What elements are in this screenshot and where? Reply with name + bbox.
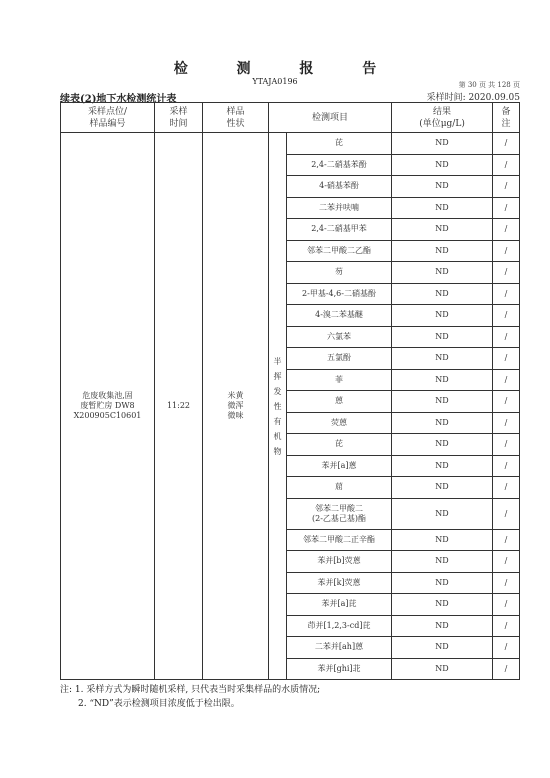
remark-cell: / xyxy=(493,615,520,637)
sample-trait-line2: 微浑 xyxy=(227,401,244,410)
result-cell: ND xyxy=(392,637,493,659)
test-item-cell: 4-硝基苯酚 xyxy=(287,176,392,198)
remark-cell: / xyxy=(493,498,520,529)
test-item-cell xyxy=(287,498,392,529)
sample-location-line2: 废暂贮房 DW8 xyxy=(80,401,135,410)
remark-cell: / xyxy=(493,369,520,391)
groundwater-results-table xyxy=(60,102,520,680)
result-cell: ND xyxy=(392,348,493,370)
sample-location-line1: 危废收集池,固 xyxy=(82,391,133,400)
remark-cell: / xyxy=(493,637,520,659)
test-item-cell: 2-甲基-4,6-二硝基酚 xyxy=(287,283,392,305)
remark-cell: / xyxy=(493,283,520,305)
sample-trait-cell xyxy=(203,133,269,680)
category-char: 挥 xyxy=(273,371,282,381)
col-header-remark-line2: 注 xyxy=(501,118,511,129)
header-row xyxy=(61,103,520,133)
table-row xyxy=(61,133,520,155)
remark-cell: / xyxy=(493,551,520,573)
test-item-cell: 邻苯二甲酸二乙酯 xyxy=(287,240,392,262)
remark-cell: / xyxy=(493,477,520,499)
sample-trait-line3: 微味 xyxy=(227,411,244,420)
category-char: 发 xyxy=(273,386,282,396)
col-header-trait-line1: 样品 xyxy=(226,106,245,117)
col-header-result xyxy=(392,103,493,133)
sample-trait-line1: 米黄 xyxy=(227,391,244,400)
col-header-time-line1: 采样 xyxy=(169,106,188,117)
footnotes xyxy=(60,683,320,711)
test-item-cell: 芘 xyxy=(287,133,392,155)
test-item-cell: 五氯酚 xyxy=(287,348,392,370)
category-cell xyxy=(269,133,287,680)
col-header-result-line1: 结果 xyxy=(433,106,452,117)
footnote-2: 2. “ND”表示检测项目浓度低于检出限。 xyxy=(78,699,240,709)
footnote-1: 注: 1. 采样方式为瞬时随机采样, 只代表当时采集样品的水质情况; xyxy=(60,685,321,695)
test-item-cell: 苯并[a]蒽 xyxy=(287,455,392,477)
test-item-cell: 芴 xyxy=(287,262,392,284)
result-cell: ND xyxy=(392,176,493,198)
table-title: 续表(2)地下水检测统计表 xyxy=(60,94,177,105)
result-cell: ND xyxy=(392,154,493,176)
test-item-cell: 茚并[1,2,3-cd]芘 xyxy=(287,615,392,637)
result-cell: ND xyxy=(392,594,493,616)
col-header-item: 检测项目 xyxy=(269,103,392,133)
remark-cell: / xyxy=(493,348,520,370)
test-item-cell: 苯并[a]芘 xyxy=(287,594,392,616)
sample-date: 采样时间: 2020.09.05 xyxy=(426,93,520,103)
test-item-cell: 苯并[ghi]苝 xyxy=(287,658,392,680)
test-item-cell: 4-溴二苯基醚 xyxy=(287,305,392,327)
remark-cell: / xyxy=(493,133,520,155)
result-cell: ND xyxy=(392,477,493,499)
page-number: 第 30 页 共 128 页 xyxy=(458,81,520,89)
remark-cell: / xyxy=(493,391,520,413)
col-header-result-line2: (单位μg/L) xyxy=(419,118,465,129)
result-cell: ND xyxy=(392,498,493,529)
remark-cell: / xyxy=(493,219,520,241)
result-cell: ND xyxy=(392,305,493,327)
test-item-line2: (2-乙基己基)酯 xyxy=(311,513,367,523)
test-item-cell: 苯并[k]荧蒽 xyxy=(287,572,392,594)
sample-time-cell: 11:22 xyxy=(155,133,203,680)
category-char: 机 xyxy=(273,431,282,441)
result-cell: ND xyxy=(392,326,493,348)
category-char: 半 xyxy=(273,356,282,366)
report-code: YTAJA0196 xyxy=(252,77,298,86)
test-item-cell: 䓛 xyxy=(287,477,392,499)
result-cell: ND xyxy=(392,412,493,434)
remark-cell: / xyxy=(493,412,520,434)
category-char: 性 xyxy=(273,401,282,411)
result-cell: ND xyxy=(392,391,493,413)
col-header-location-line2: 样品编号 xyxy=(89,118,126,129)
category-char: 物 xyxy=(273,446,282,456)
col-header-remark xyxy=(493,103,520,133)
result-cell: ND xyxy=(392,133,493,155)
result-cell: ND xyxy=(392,240,493,262)
remark-cell: / xyxy=(493,455,520,477)
col-header-remark-line1: 备 xyxy=(501,106,511,117)
test-item-cell: 六氯苯 xyxy=(287,326,392,348)
result-cell: ND xyxy=(392,369,493,391)
test-item-cell: 二苯并[ah]蒽 xyxy=(287,637,392,659)
remark-cell: / xyxy=(493,434,520,456)
test-item-cell: 菲 xyxy=(287,369,392,391)
test-item-cell: 二苯并呋喃 xyxy=(287,197,392,219)
sample-id: X200905C10601 xyxy=(73,411,142,420)
result-cell: ND xyxy=(392,283,493,305)
col-header-trait-line2: 性状 xyxy=(226,118,245,129)
remark-cell: / xyxy=(493,176,520,198)
remark-cell: / xyxy=(493,262,520,284)
remark-cell: / xyxy=(493,326,520,348)
test-item-cell: 芘 xyxy=(287,434,392,456)
test-item-line1: 邻苯二甲酸二 xyxy=(315,503,363,513)
test-item-cell: 2,4-二硝基甲苯 xyxy=(287,219,392,241)
test-item-cell: 2,4-二硝基苯酚 xyxy=(287,154,392,176)
result-cell: ND xyxy=(392,262,493,284)
remark-cell: / xyxy=(493,197,520,219)
remark-cell: / xyxy=(493,529,520,551)
result-cell: ND xyxy=(392,572,493,594)
result-cell: ND xyxy=(392,219,493,241)
test-item-cell: 蒽 xyxy=(287,391,392,413)
remark-cell: / xyxy=(493,154,520,176)
result-cell: ND xyxy=(392,615,493,637)
sample-location-cell xyxy=(61,133,155,680)
category-char: 有 xyxy=(273,416,282,426)
test-item-cell: 邻苯二甲酸二正辛酯 xyxy=(287,529,392,551)
test-item-cell: 荧蒽 xyxy=(287,412,392,434)
remark-cell: / xyxy=(493,658,520,680)
col-header-time xyxy=(155,103,203,133)
report-title: 检 测 报 告 xyxy=(173,61,399,77)
result-cell: ND xyxy=(392,551,493,573)
result-cell: ND xyxy=(392,197,493,219)
col-header-location xyxy=(61,103,155,133)
result-cell: ND xyxy=(392,455,493,477)
col-header-time-line2: 时间 xyxy=(169,118,188,129)
remark-cell: / xyxy=(493,572,520,594)
test-item-cell: 苯并[b]荧蒽 xyxy=(287,551,392,573)
result-cell: ND xyxy=(392,434,493,456)
remark-cell: / xyxy=(493,594,520,616)
col-header-trait xyxy=(203,103,269,133)
remark-cell: / xyxy=(493,240,520,262)
remark-cell: / xyxy=(493,305,520,327)
result-cell: ND xyxy=(392,658,493,680)
col-header-location-line1: 采样点位/ xyxy=(87,106,128,117)
result-cell: ND xyxy=(392,529,493,551)
